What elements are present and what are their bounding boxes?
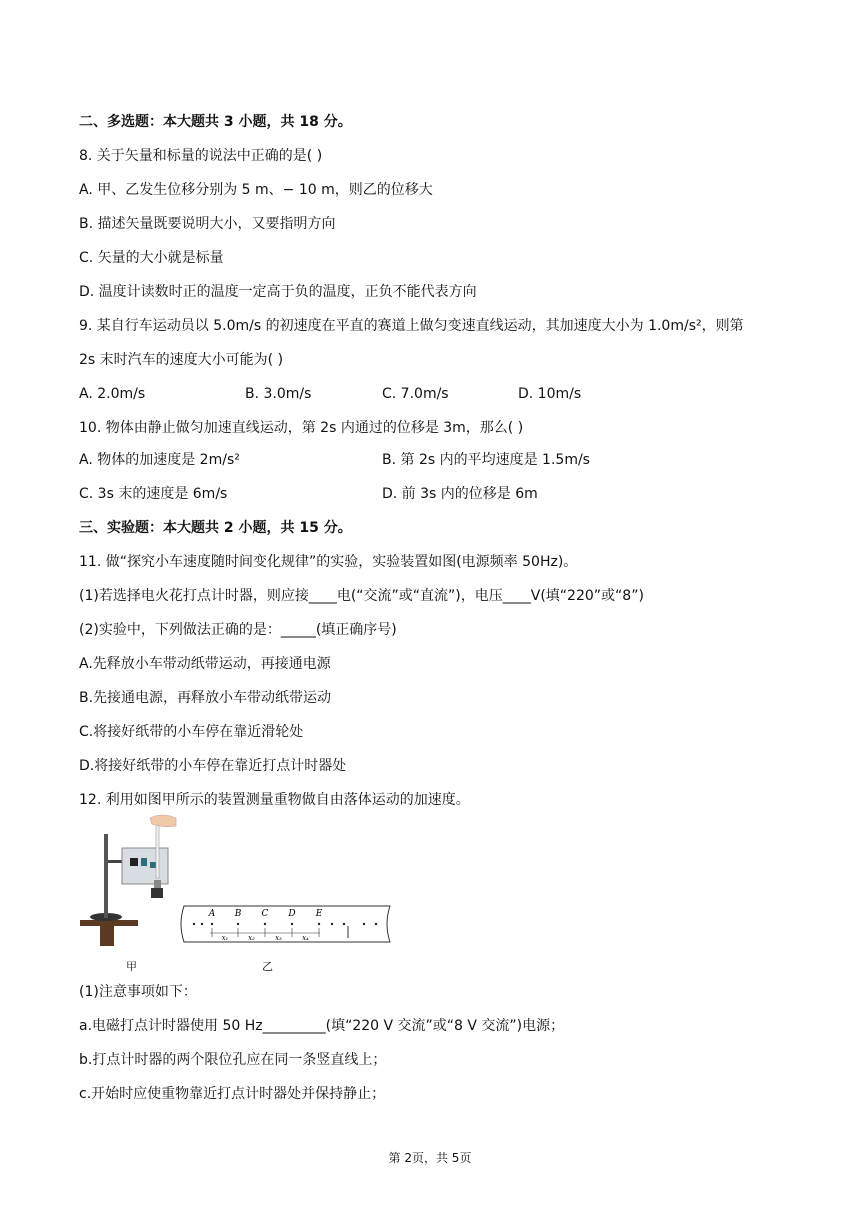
tape-dot <box>343 923 345 925</box>
tape-interval-label: x₂ <box>248 934 255 942</box>
tape-dot <box>193 923 195 925</box>
q12-notes-heading: (1)注意事项如下： <box>79 984 197 1000</box>
q8-option-a: A. 甲、乙发生位移分别为 5 m、− 10 m，则乙的位移大 <box>79 182 433 198</box>
figure-label-jia: 甲 <box>126 960 137 973</box>
tape-interval-label: x₃ <box>275 934 282 942</box>
q11-part2: (2)实验中，下列做法正确的是：_____(填正确序号) <box>79 622 397 638</box>
q11-option-d: D.将接好纸带的小车停在靠近打点计时器处 <box>79 758 347 774</box>
tape-label-E: E <box>315 909 323 919</box>
apparatus-figure <box>78 812 178 948</box>
section-heading-experiment: 三、实验题：本大题共 2 小题，共 15 分。 <box>79 520 352 536</box>
tape-point-A <box>211 923 213 925</box>
q10-option-d: D. 前 3s 内的位移是 6m <box>382 486 538 502</box>
figure-label-yi: 乙 <box>262 960 273 973</box>
q10-stem: 10. 物体由静止做匀加速直线运动，第 2s 内通过的位移是 3m，那么( ) <box>79 420 524 436</box>
q8-option-c: C. 矢量的大小就是标量 <box>79 250 224 266</box>
q8-option-b: B. 描述矢量既要说明大小，又要指明方向 <box>79 216 336 232</box>
q8-option-d: D. 温度计读数时正的温度一定高于负的温度，正负不能代表方向 <box>79 284 477 300</box>
q12-stem: 12. 利用如图甲所示的装置测量重物做自由落体运动的加速度。 <box>79 792 470 808</box>
q10-option-b: B. 第 2s 内的平均速度是 1.5m/s <box>382 452 590 468</box>
q12-note-b: b.打点计时器的两个限位孔应在同一条竖直线上； <box>79 1052 387 1068</box>
tape-label-C: C <box>261 909 269 919</box>
tape-figure <box>178 900 394 950</box>
q9-option-a: A. 2.0m/s <box>79 386 146 402</box>
q9-option-b: B. 3.0m/s <box>245 386 312 402</box>
tape-label-D: D <box>288 909 296 919</box>
tape-point-B <box>237 923 239 925</box>
q9-option-c: C. 7.0m/s <box>382 386 449 402</box>
q9-stem-line1: 9. 某自行车运动员以 5.0m/s 的初速度在平直的赛道上做匀变速直线运动，其加速度大小为 1.0m/s²，则第 <box>79 318 744 334</box>
q11-option-a: A.先释放小车带动纸带运动，再接通电源 <box>79 656 331 672</box>
tape-point-C <box>264 923 266 925</box>
q9-option-d: D. 10m/s <box>518 386 582 402</box>
q11-option-b: B.先接通电源，再释放小车带动纸带运动 <box>79 690 332 706</box>
tape-label-B: B <box>234 909 242 919</box>
q11-part1: (1)若选择电火花打点计时器，则应接____电(“交流”或“直流”)，电压____V(填“220”或“8”) <box>79 588 644 604</box>
page-footer: 第 2页，共 5页 <box>388 1151 472 1165</box>
q9-stem-line2: 2s 末时汽车的速度大小可能为( ) <box>79 352 284 368</box>
section-heading-multi-choice: 二、多选题：本大题共 3 小题，共 18 分。 <box>79 114 352 130</box>
tape-dot <box>375 923 377 925</box>
q12-note-a: a.电磁打点计时器使用 50 Hz_________(填“220 V 交流”或“8 V 交流”)电源； <box>79 1018 565 1034</box>
tape-interval-label: x₁ <box>221 934 229 942</box>
tape-point-D <box>291 923 293 925</box>
q11-option-c: C.将接好纸带的小车停在靠近滑轮处 <box>79 724 304 740</box>
q10-option-a: A. 物体的加速度是 2m/s² <box>79 452 240 468</box>
q10-option-c: C. 3s 末的速度是 6m/s <box>79 486 228 502</box>
tape-interval-label: x₄ <box>302 934 309 942</box>
tape-dot <box>201 923 203 925</box>
q12-note-c: c.开始时应使重物靠近打点计时器处并保持静止； <box>79 1086 386 1102</box>
tape-label-A: A <box>208 909 216 919</box>
tape-point-E <box>318 923 320 925</box>
q11-stem: 11. 做“探究小车速度随时间变化规律”的实验，实验装置如图(电源频率 50Hz)。 <box>79 554 578 570</box>
q8-stem: 8. 关于矢量和标量的说法中正确的是( ) <box>79 148 323 164</box>
tape-dot <box>363 923 365 925</box>
tape-dot <box>331 923 333 925</box>
